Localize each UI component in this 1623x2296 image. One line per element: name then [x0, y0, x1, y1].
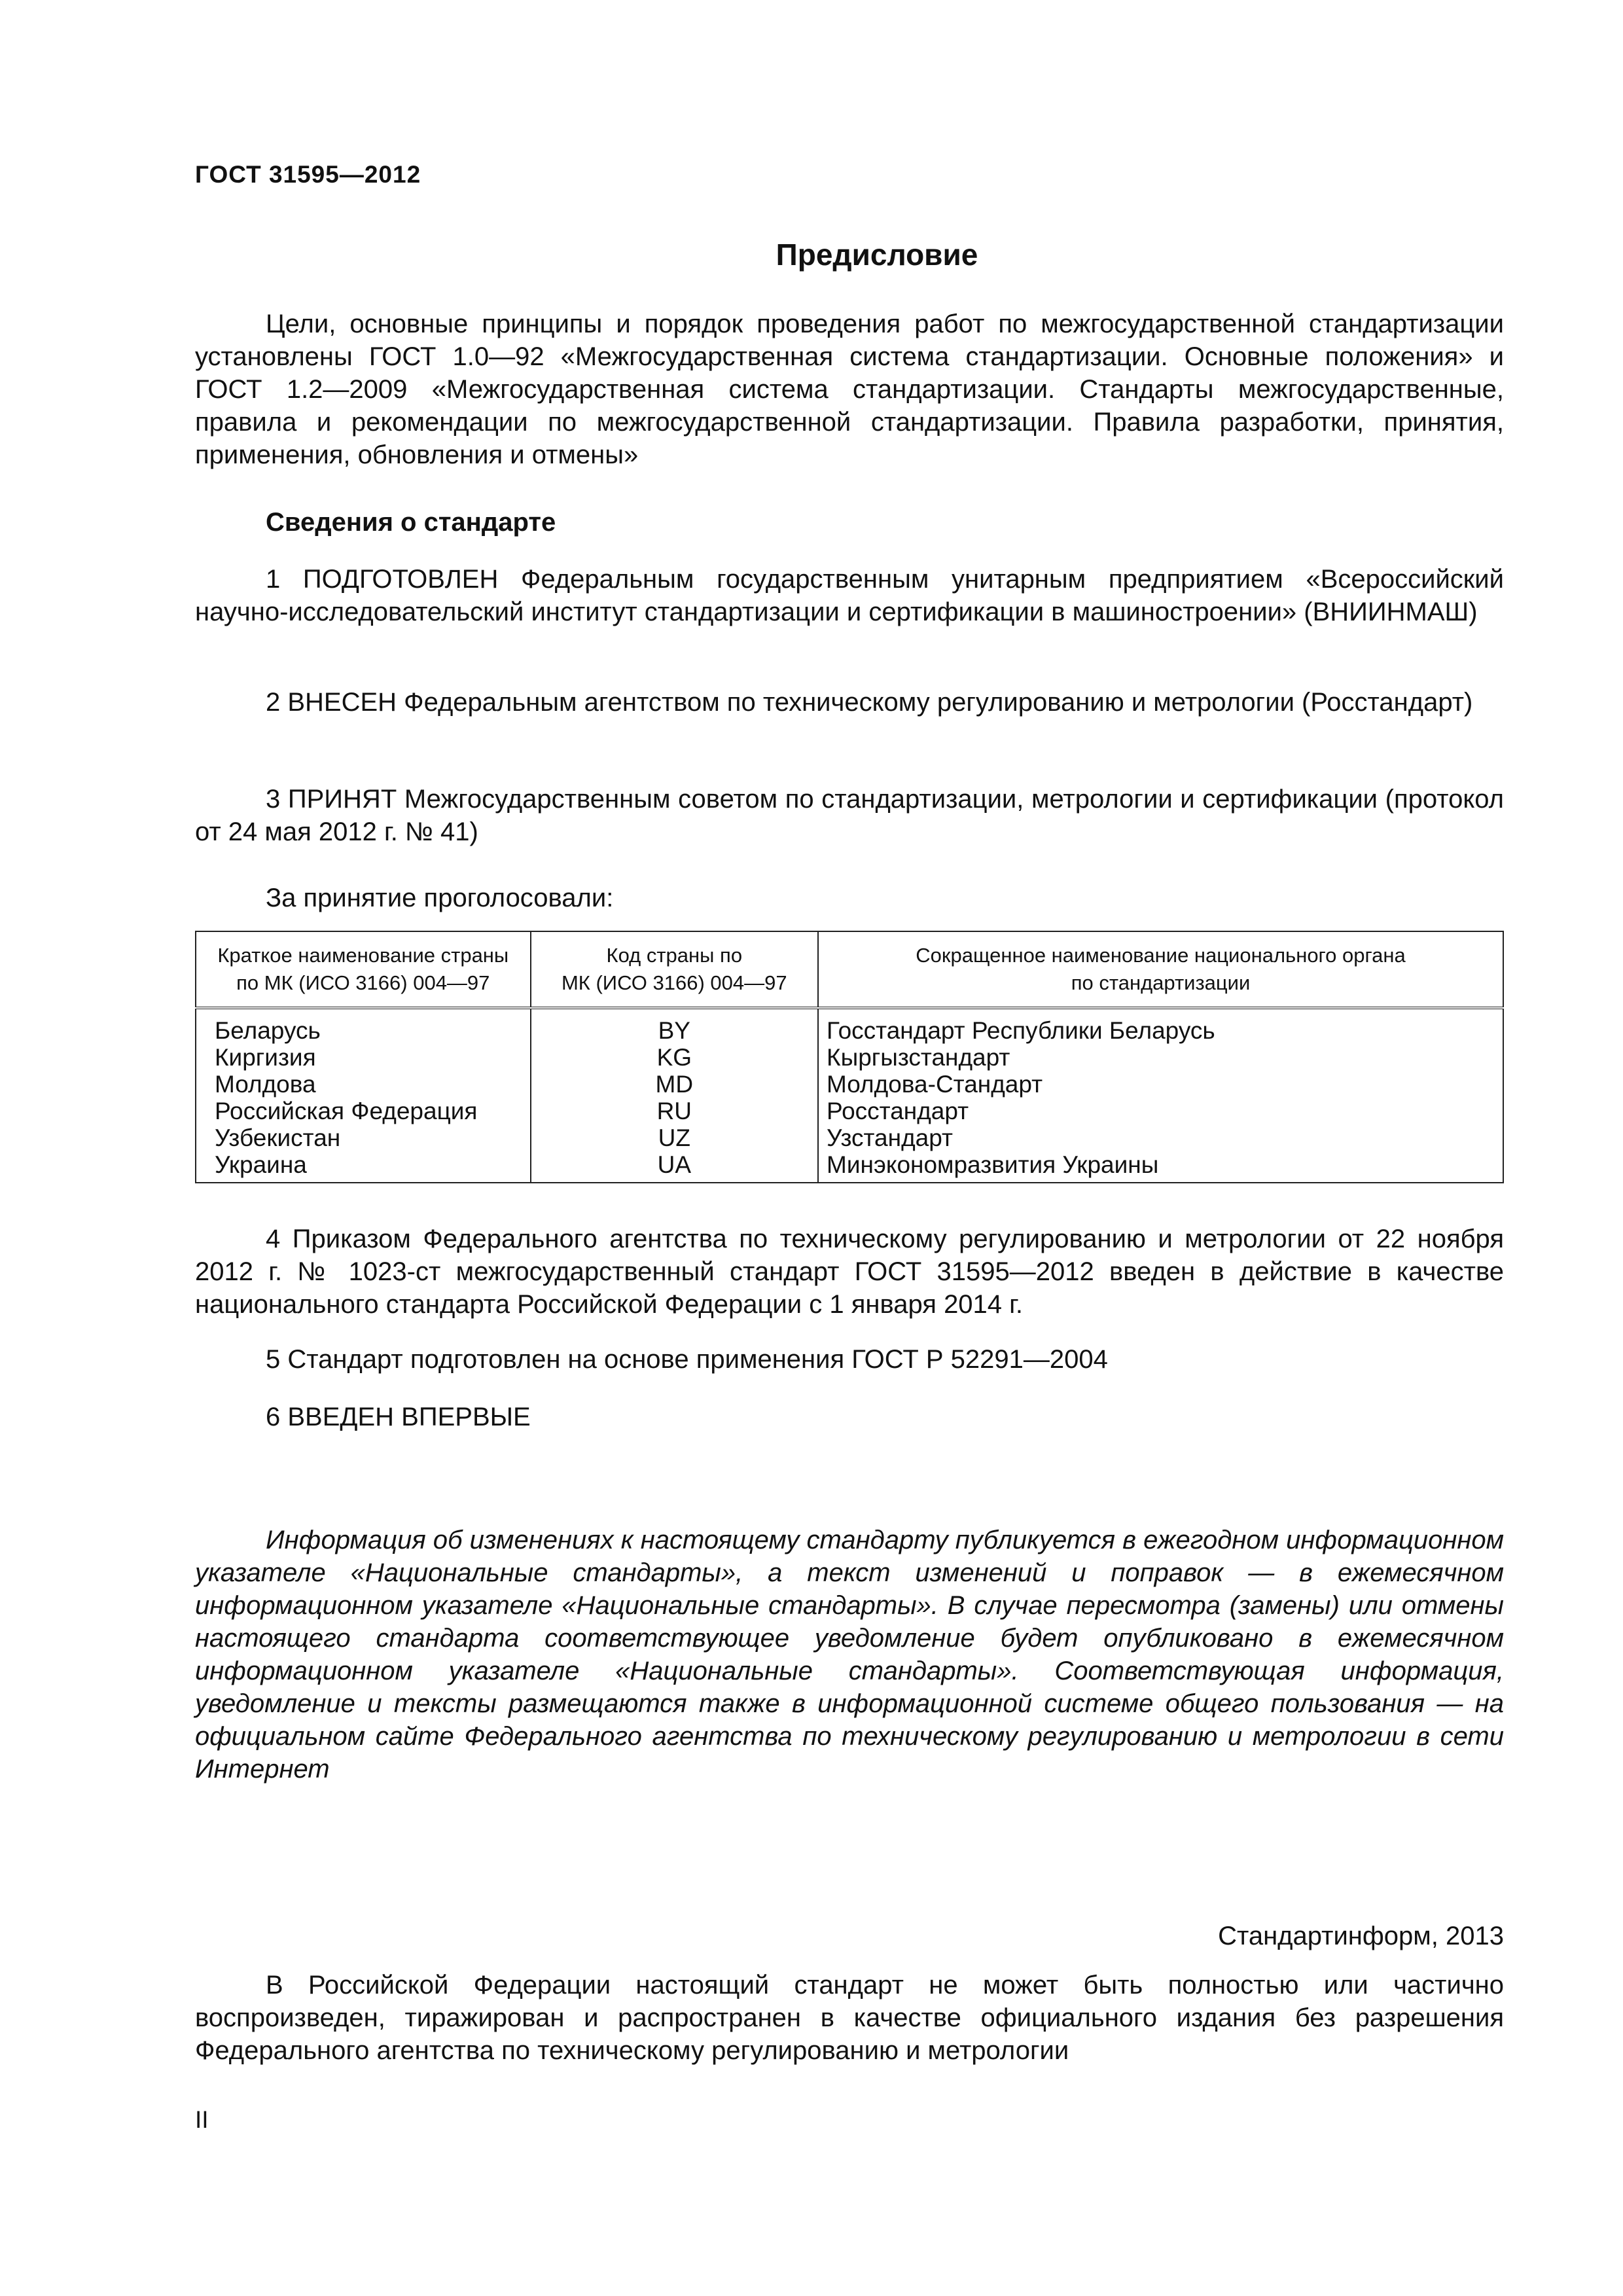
- item-3-paragraph: 3 ПРИНЯТ Межгосударственным советом по стандартизации, метрологии и сертификации (протокол от 24 мая 2012 г. № 41): [195, 785, 1504, 846]
- table-row: [196, 1071, 1503, 1098]
- body-cell: Узстандарт: [818, 1124, 1503, 1151]
- header-line: МК (ИСО 3166) 004—97: [561, 971, 787, 994]
- country-cell: Украина: [196, 1151, 531, 1183]
- item-1-paragraph: 1 ПОДГОТОВЛЕН Федеральным государственным унитарным предприятием «Всероссийский научно-исследовательский институт стандартизации и сертификации в машиностроении» (ВНИИНМАШ): [195, 565, 1504, 626]
- table-row: [196, 1151, 1503, 1183]
- code-cell: UA: [531, 1151, 818, 1183]
- table-row: [196, 1008, 1503, 1044]
- intro-paragraph: Цели, основные принципы и порядок проведения работ по межгосударственной стандартизации установлены ГОСТ 1.0—92 «Межгосударственная система стандартизации. Основные положения» и ГОСТ 1.2—2009 «Межгосударственная система стандартизации. Стандарты межгосударственные, правила и рекомендации по межгосударственной стандартизации. Правила разработки, принятия, применения, обновления и отмены»: [195, 310, 1504, 469]
- voting-countries-table: [195, 931, 1504, 1183]
- body-cell: Кыргызстандарт: [818, 1044, 1503, 1071]
- country-cell: Киргизия: [196, 1044, 531, 1071]
- header-line: Код страны по: [606, 944, 743, 967]
- column-header-code: [531, 931, 818, 1008]
- code-cell: RU: [531, 1098, 818, 1124]
- document-code: ГОСТ 31595—2012: [195, 161, 421, 188]
- publisher-line: Стандартинформ, 2013: [1218, 1922, 1504, 1950]
- table-row: [196, 1124, 1503, 1151]
- country-cell: Беларусь: [196, 1008, 531, 1044]
- item-2-paragraph: 2 ВНЕСЕН Федеральным агентством по техническому регулированию и метрологии (Росстандарт): [266, 688, 1473, 717]
- body-cell: Молдова-Стандарт: [818, 1071, 1503, 1098]
- body-cell: Госстандарт Республики Беларусь: [818, 1008, 1503, 1044]
- body-cell: Минэкономразвития Украины: [818, 1151, 1503, 1183]
- header-line: по МК (ИСО 3166) 004—97: [236, 971, 490, 994]
- copyright-paragraph: В Российской Федерации настоящий стандарт не может быть полностью или частично воспроизведен, тиражирован и распространен в качестве официального издания без разрешения Федерального агентства по техническому регулированию и метрологии: [195, 1971, 1504, 2065]
- vote-label: За принятие проголосовали:: [266, 884, 614, 912]
- code-cell: BY: [531, 1008, 818, 1044]
- info-heading: Сведения о стандарте: [266, 508, 556, 537]
- header-line: Краткое наименование страны: [217, 944, 509, 967]
- item-4-paragraph: 4 Приказом Федерального агентства по техническому регулированию и метрологии от 22 ноября 2012 г. № 1023-ст межгосударственный стандарт ГОСТ 31595—2012 введен в действие в качестве национального стандарта Российской Федерации с 1 января 2014 г.: [195, 1225, 1504, 1319]
- code-cell: KG: [531, 1044, 818, 1071]
- item-6-paragraph: 6 ВВЕДЕН ВПЕРВЫЕ: [266, 1403, 531, 1431]
- header-line: по стандартизации: [1071, 971, 1251, 994]
- table-header-row: [196, 931, 1503, 1008]
- country-cell: Узбекистан: [196, 1124, 531, 1151]
- page-title: Предисловие: [776, 238, 978, 272]
- table-row: [196, 1044, 1503, 1071]
- column-header-body: [818, 931, 1503, 1008]
- body-cell: Росстандарт: [818, 1098, 1503, 1124]
- country-cell: Молдова: [196, 1071, 531, 1098]
- table-row: [196, 1098, 1503, 1124]
- code-cell: MD: [531, 1071, 818, 1098]
- page-number: II: [195, 2106, 209, 2133]
- change-notice-paragraph: Информация об изменениях к настоящему стандарту публикуется в ежегодном информационном указателе «Национальные стандарты», а текст изменений и поправок — в ежемесячном информационном указателе «Национальные стандарты». В случае пересмотра (замены) или отмены настоящего стандарта соответствующее уведомление будет опубликовано в ежемесячном информационном указателе «Национальные стандарты». Соответствующая информация, уведомление и тексты размещаются также в информационной системе общего пользования — на официальном сайте Федерального агентства по техническому регулированию и метрологии в сети Интернет: [195, 1526, 1505, 1784]
- column-header-country: [196, 931, 531, 1008]
- code-cell: UZ: [531, 1124, 818, 1151]
- country-cell: Российская Федерация: [196, 1098, 531, 1124]
- item-5-paragraph: 5 Стандарт подготовлен на основе применения ГОСТ Р 52291—2004: [266, 1345, 1108, 1374]
- header-line: Сокращенное наименование национального органа: [916, 944, 1406, 967]
